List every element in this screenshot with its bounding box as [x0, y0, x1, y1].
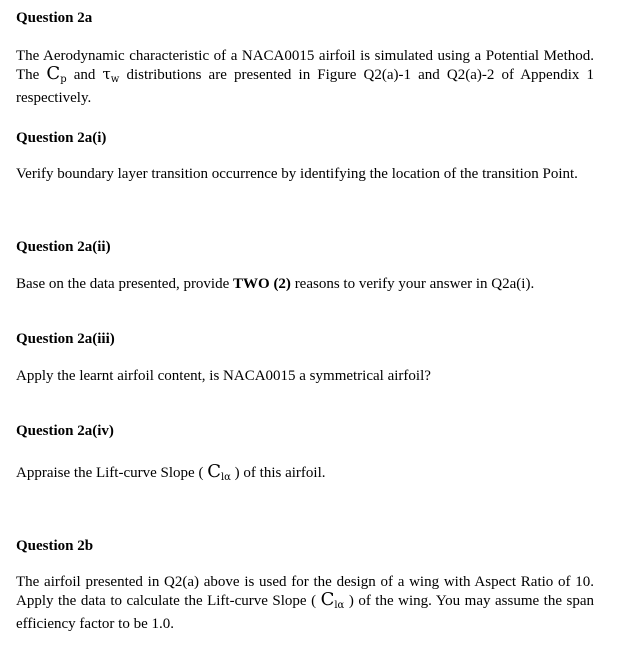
lift-slope-symbol: $C_{l\alpha}$	[207, 461, 231, 483]
question-2a-ii-text: Base on the data presented, provide TWO (2) reasons to verify your answer in Q2a(i).	[16, 276, 535, 292]
question-2a-i-heading: Question 2a(i)	[16, 130, 107, 146]
question-2a-iii-heading: Question 2a(iii)	[16, 331, 115, 347]
question-2a-ii-heading: Question 2a(ii)	[16, 239, 111, 255]
lift-slope-symbol: $C_{l\alpha}$	[320, 589, 345, 611]
q2a-text-part2: distributions are presented in Figure Q2(a)-1 and Q2(a)-2 of Appendix 1 respectively.	[16, 67, 594, 106]
tau-w-symbol: $\tau_w$	[102, 65, 120, 85]
question-2a-iv-text: Appraise the Lift-curve Slope ( $C_{l\alpha}$ ) of this airfoil.	[16, 461, 326, 483]
question-2b-text: The airfoil presented in Q2(a) above is used for the design of a wing with Aspect Ratio of 10. Apply the data to calculate the Lift-curve Slope ( $C_{l\alpha}$ ) of the wing. You may assume the span efficiency factor to be 1.0.	[16, 574, 594, 632]
q2a-text-part1: The Aerodynamic characteristic of a NACA0015 airfoil is simulated using a Potential Method. The	[16, 48, 594, 83]
question-2a-iii-text: Apply the learnt airfoil content, is NACA0015 a symmetrical airfoil?	[16, 368, 431, 384]
question-2a-text	[16, 47, 594, 107]
question-2b-heading: Question 2b	[16, 538, 94, 554]
question-2a-i-text: Verify boundary layer transition occurrence by identifying the location of the transition Point.	[16, 166, 578, 182]
q2a-text-and: and	[66, 67, 103, 83]
question-2a-iv-heading: Question 2a(iv)	[16, 423, 114, 439]
cp-symbol: $C_p$	[46, 63, 67, 85]
question-2a-heading: Question 2a	[16, 10, 93, 26]
emphasis-two: TWO (2)	[233, 276, 291, 292]
